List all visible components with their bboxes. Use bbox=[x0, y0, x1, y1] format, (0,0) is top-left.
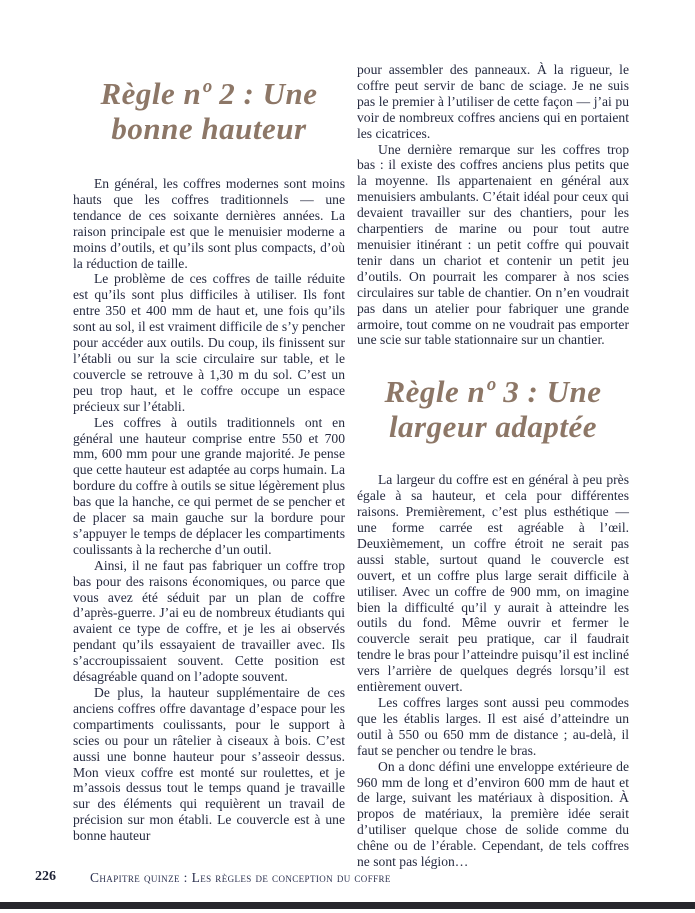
paragraph: De plus, la hauteur supplémentaire de ces anciens coffres offre davantage d’espace pour les compartiments coulissants, pour le support à scies ou pour un râtelier à ciseaux à bois. C’est aussi une bonne hauteur pour s’asseoir dessus. Mon vieux coffre est monté sur roulettes, et je m’assois dessus tout le temps quand je travaille sur des éléments qui requièrent un travail de précision sur mon établi. Le couvercle est à une bonne hauteur bbox=[73, 685, 345, 844]
right-column bbox=[357, 62, 629, 870]
paragraph: Une dernière remarque sur les coffres trop bas : il existe des coffres anciens plus petits que la moyenne. Ils appartenaient en général aux menuisiers ambulants. C’était idéal pour ceux qui devaient travailler sur des chantiers, pour les charpentiers de marine ou pour tout autre menuisier itinérant : un petit coffre qui pouvait tenir dans un chariot et contenir un petit jeu d’outils. On pourrait les comparer à nos scies circulaires sur table de chantier. On n’en voudrait pas dans un atelier pour fabriquer une grande armoire, tout comme on ne voudrait pas emporter une scie sur table stationnaire sur un chantier. bbox=[357, 141, 629, 348]
chapter-running-title: Chapitre quinze : Les règles de conception du coffre bbox=[90, 870, 391, 885]
paragraph: Le problème de ces coffres de taille réduite est qu’ils sont plus difficiles à utiliser. Ils font entre 350 et 400 mm de haut et, une fois qu’ils sont au sol, il est vraiment difficile de s’y pencher pour accéder aux outils. Du coup, ils finissent sur l’établi ou sur la scie circulaire sur table, et le couvercle se retrouve à 1,30 m du sol. C’est un peu trop haut, et le coffre occupe un espace précieux sur l’établi. bbox=[73, 271, 345, 414]
left-column bbox=[73, 62, 345, 870]
paragraph: On a donc défini une enveloppe extérieure de 960 mm de long et d’environ 600 mm de haut et de large, suivant les matériaux à disposition. À propos de matériaux, la première idée serait d’utiliser quelque chose de solide comme du chêne ou de l’érable. Cependant, de tels coffres ne sont pas légion… bbox=[357, 758, 629, 870]
paragraph-continuation: pour assembler des panneaux. À la rigueur, le coffre peut servir de banc de sciage. Je ne suis pas le premier à l’utiliser de cette façon — j’ai pu voir de nombreux coffres anciens qui en portaient les cicatrices. bbox=[357, 62, 629, 141]
rule-2-heading-line1: Règle nº 2 : Une bbox=[100, 76, 318, 111]
rule-2-heading bbox=[73, 76, 345, 146]
two-column-text-block bbox=[73, 62, 629, 870]
rule-3-heading-line2: largeur adaptée bbox=[388, 409, 598, 445]
paragraph: Ainsi, il ne faut pas fabriquer un coffre trop bas pour des raisons économiques, ou parce que vous avez été séduit par un plan de coffre d’après-guerre. J’ai eu de nombreux étudiants qui avaient ce type de coffre, et je les ai observés pendant qu’ils essayaient de travailler avec. Ils s’accroupissaient souvent. Cette position est désagréable quand on l’adopte souvent. bbox=[73, 557, 345, 685]
paragraph: Les coffres à outils traditionnels ont en général une hauteur comprise entre 550 et 700 mm, 600 mm pour une grande majorité. Je pense que cette hauteur est adaptée au corps humain. La bordure du coffre à outils se situe légèrement plus bas que la hanche, ce qui permet de se pencher et de placer sa main gauche sur la bordure pour s’appuyer le temps de déplacer les compartiments coulissants à la recherche d’un outil. bbox=[73, 414, 345, 557]
paragraph: La largeur du coffre est en général à peu près égale à sa hauteur, et cela pour différentes raisons. Premièrement, c’est plus esthétique — une forme carrée est agréable à l’œil. Deuxièmement, un coffre étroit ne serait pas aussi stable, surtout quand le couvercle est ouvert, et un coffre plus large serait difficile à utiliser. Avec un coffre de 900 mm, on imagine bien la difficulté qu’il y aurait à atteindre les outils du fond. Même ouvrir et fermer le couvercle serait peu pratique, car il faudrait tendre le bras pour l’atteindre puisqu’il est incliné vers l’arrière de quelques degrés lorsqu’il est entièrement ouvert. bbox=[357, 472, 629, 695]
paragraph: Les coffres larges sont aussi peu commodes que les établis larges. Il est aisé d’atteindre un outil à 550 ou 650 mm de distance ; au-delà, il faut se pencher ou tendre le bras. bbox=[357, 695, 629, 758]
rule-3-heading-line1: Règle nº 3 : Une bbox=[384, 374, 602, 410]
page-bottom-edge bbox=[0, 902, 695, 909]
page-number: 226 bbox=[35, 869, 56, 884]
paragraph: En général, les coffres modernes sont moins hauts que les coffres traditionnels — une tendance de ces soixante dernières années. La raison principale est que le menuisier moderne a moins d’outils, et qu’ils sont plus compacts, d’où la réduction de taille. bbox=[73, 176, 345, 271]
rule-2-heading-line2: bonne hauteur bbox=[111, 111, 307, 146]
rule-3-heading bbox=[357, 374, 629, 444]
